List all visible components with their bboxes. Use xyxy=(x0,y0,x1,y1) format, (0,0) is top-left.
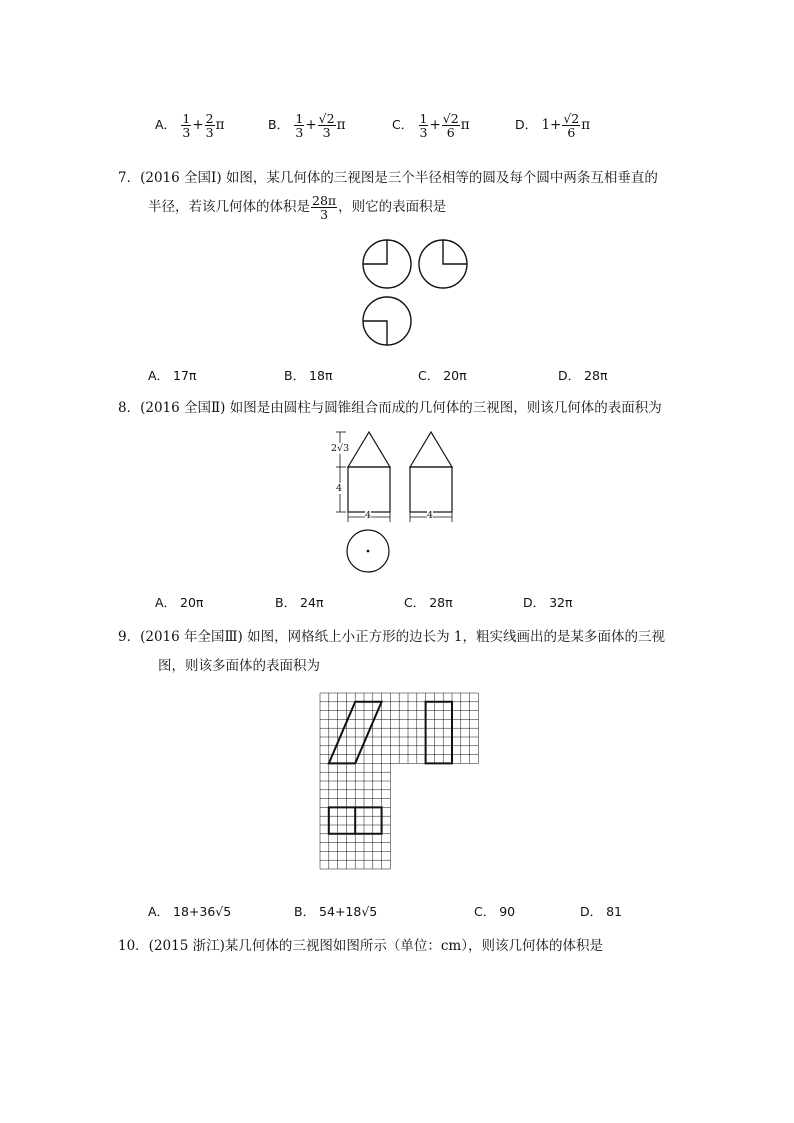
q7-stem-line1: 7．(2016 全国Ⅰ) 如图，某几何体的三视图是三个半径相等的圆及每个圆中两条互相垂直的 xyxy=(118,170,658,186)
q8-dim-width-front: 4 xyxy=(365,510,372,521)
q9-stem-line1: 9．(2016 年全国Ⅲ) 如图，网格纸上小正方形的边长为 1，粗实线画出的是某多面体的三视 xyxy=(118,629,665,645)
q7-option-b: B． 18π xyxy=(284,368,333,383)
q8-option-b: B． 24π xyxy=(275,595,324,610)
q8-stem: 8．(2016 全国Ⅱ) 如图是由圆柱与圆锥组合而成的几何体的三视图，则该几何体的表面积为 xyxy=(118,400,662,416)
q10-stem: 10．(2015 浙江)某几何体的三视图如图所示（单位：cm），则该几何体的体积是 xyxy=(118,938,603,954)
q8-dim-cone-height: 2√3 xyxy=(331,443,350,454)
q9-option-b: B． 54+18√5 xyxy=(294,904,378,919)
q9-option-d: D． 81 xyxy=(580,904,623,919)
q9-option-a: A． 18+36√5 xyxy=(148,904,232,919)
q8-dim-width-side: 4 xyxy=(427,510,434,521)
q8-option-a: A． 20π xyxy=(155,595,204,610)
q6-option-b: B． $\frac{1}{3}$ + $\frac{√2}{3}$ π xyxy=(268,111,346,141)
q8-dim-cylinder-height: 4 xyxy=(336,483,343,494)
q8-option-d: D． 32π xyxy=(523,595,573,610)
q6-option-a: A． $\frac{1}{3}$ + $\frac{2}{3}$ π xyxy=(155,111,225,141)
q7-option-a: A． 17π xyxy=(148,368,197,383)
q8-option-c: C． 28π xyxy=(404,595,453,610)
q9-stem-line2: 图，则该多面体的表面积为 xyxy=(158,658,320,674)
q6-option-d: D． 1+ $\frac{√2}{6}$ π xyxy=(515,111,591,141)
q9-option-c: C． 90 xyxy=(474,904,516,919)
q7-option-d: D． 28π xyxy=(558,368,608,383)
q7-stem-line2: 半径，若该几何体的体积是 $\frac{28\pi}{3}$ ，则它的表面积是 xyxy=(148,193,447,223)
q7-option-c: C． 20π xyxy=(418,368,467,383)
q6-option-c: C． $\frac{1}{3}$ + $\frac{√2}{6}$ π xyxy=(392,111,470,141)
q7-volume-fraction: $\frac{28\pi}{3}$ xyxy=(312,193,337,223)
side-view-rectangle xyxy=(426,702,452,764)
